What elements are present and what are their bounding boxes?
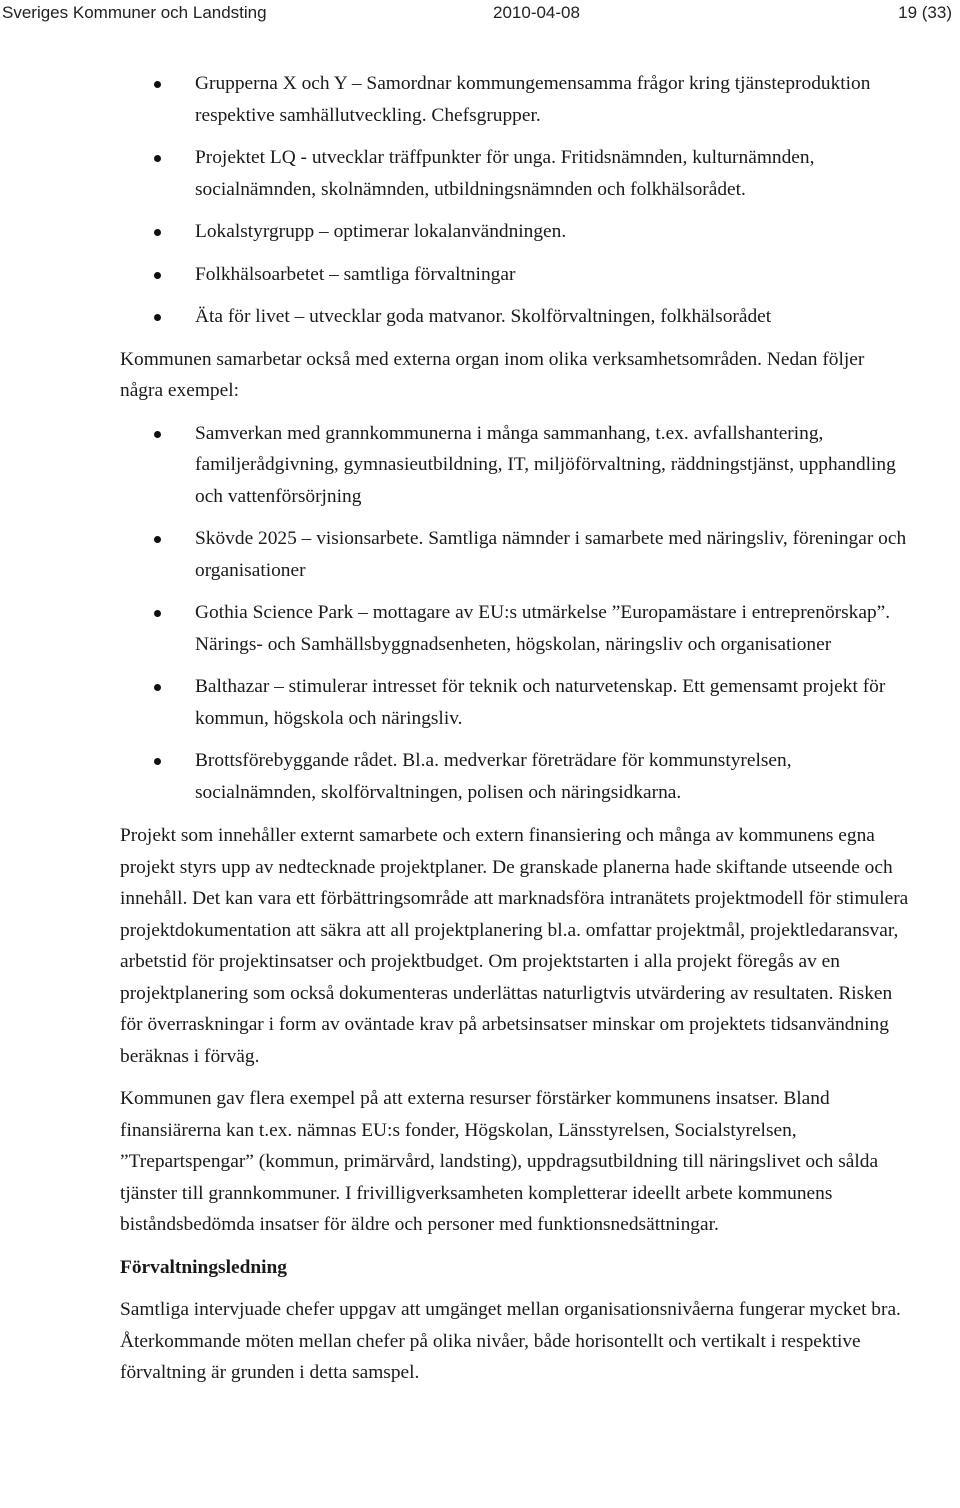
project-planning-paragraph: Projekt som innehåller externt samarbete och extern finansiering och många av kommunens egna projekt styrs upp av nedtecknade projektplaner. De granskade planerna hade skiftande utseende och innehåll. Det kan vara ett förbättringsområde att marknadsföra intranätets projektmodell för stimulera projektdokumentation att säkra att all projektplanering bl.a. omfattar projektmål, projektledaransvar, arbetstid för projektinsatser och projektbudget. Om projektstarten i alla projekt föregås av en projektplanering som också dokumenteras underlättas naturligtvis utvärdering av resultaten. Risken för överraskningar i form av oväntade krav på arbetsinsatser minskar om projektets tidsanvändning beräknas i förväg.	[120, 825, 909, 1067]
list-item: Skövde 2025 – visionsarbete. Samtliga nämnder i samarbete med näringsliv, föreningar och organisationer	[120, 523, 912, 586]
document-body	[120, 68, 912, 1389]
external-collaboration-list	[120, 418, 912, 809]
external-resources-paragraph: Kommunen gav flera exempel på att externa resurser förstärker kommunens insatser. Bland finansiärerna kan t.ex. nämnas EU:s fonder, Högskolan, Länsstyrelsen, Socialstyrelsen, ”Trepartspengar” (kommun, primärvård, landsting), uppdragsutbildning till näringslivet och sålda tjänster till grannkommuner. I frivilligverksamheten kompletterar ideellt arbete kommunens biståndsbedömda insatser för äldre och personer med funktionsnedsättningar.	[120, 1088, 879, 1235]
list-item: Brottsförebyggande rådet. Bl.a. medverkar företrädare för kommunstyrelsen, socialnämnden, skolförvaltningen, polisen och näringsidkarna.	[120, 745, 912, 808]
page-header	[0, 0, 960, 30]
header-organization: Sveriges Kommuner och Landsting	[2, 3, 267, 22]
internal-collaboration-list	[120, 68, 912, 333]
header-page-number: 19 (33)	[898, 3, 952, 22]
management-paragraph: Samtliga intervjuade chefer uppgav att umgänget mellan organisationsnivåerna fungerar mycket bra. Återkommande möten mellan chefer på olika nivåer, både horisontellt och vertikalt i respektive förvaltning är grunden i detta samspel.	[120, 1299, 901, 1383]
list-item: Grupperna X och Y – Samordnar kommungemensamma frågor kring tjänsteproduktion respektive samhällutveckling. Chefsgrupper.	[120, 68, 912, 131]
list-item: Projektet LQ - utvecklar träffpunkter för unga. Fritidsnämnden, kulturnämnden, socialnämnden, skolnämnden, utbildningsnämnden och folkhälsorådet.	[120, 142, 912, 205]
section-heading: Förvaltningsledning	[120, 1256, 288, 1278]
list-item: Gothia Science Park – mottagare av EU:s utmärkelse ”Europamästare i entreprenörskap”. Närings- och Samhällsbyggnadsenheten, högskolan, näringsliv och organisationer	[120, 597, 912, 660]
list-item: Samverkan med grannkommunerna i många sammanhang, t.ex. avfallshantering, familjerådgivning, gymnasieutbildning, IT, miljöförvaltning, räddningstjänst, upphandling och vattenförsörjning	[120, 418, 912, 513]
header-date: 2010-04-08	[493, 3, 580, 22]
list-item: Lokalstyrgrupp – optimerar lokalanvändningen.	[120, 216, 912, 248]
list-item: Balthazar – stimulerar intresset för teknik och naturvetenskap. Ett gemensamt projekt för kommun, högskola och näringsliv.	[120, 671, 912, 734]
list-item: Äta för livet – utvecklar goda matvanor. Skolförvaltningen, folkhälsorådet	[120, 301, 912, 333]
list-item: Folkhälsoarbetet – samtliga förvaltningar	[120, 259, 912, 291]
intro-paragraph: Kommunen samarbetar också med externa organ inom olika verksamhetsområden. Nedan följer några exempel:	[120, 348, 865, 401]
